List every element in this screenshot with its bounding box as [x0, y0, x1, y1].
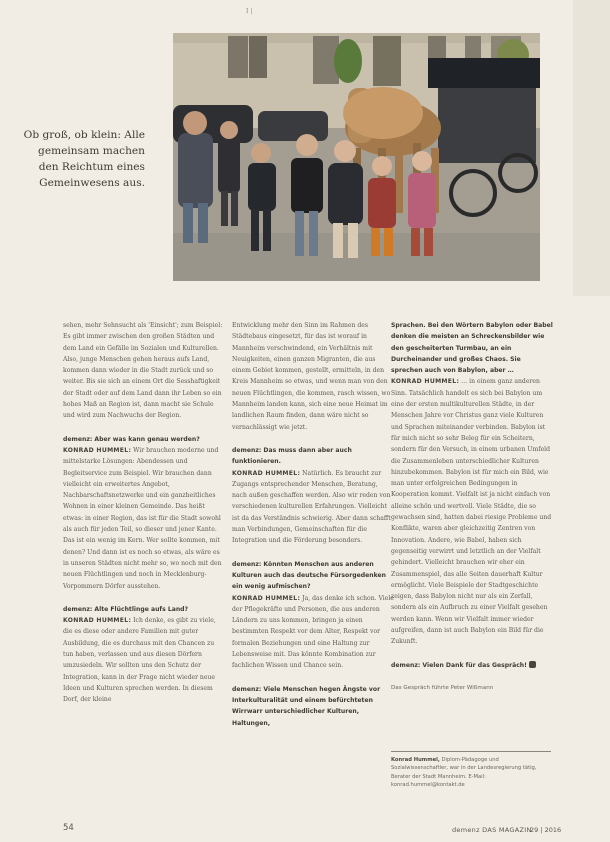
interview-question: demenz: Alte Flüchtlinge aufs Land?	[63, 605, 189, 613]
closing-text: demenz: Vielen Dank für das Gespräch!	[391, 661, 527, 669]
interview-credit: Das Gespräch führte Peter Wißmann	[391, 684, 494, 691]
qa-block	[391, 320, 553, 648]
magazine-name: demenz DAS MAGAZIN	[452, 826, 532, 834]
end-mark-icon	[529, 661, 536, 668]
interview-answer: Wir brauchen moderne und mittelstarke Lösungen: Abendessen und Begleitservice zum Beispiel. Wir brauchen dann vielleicht ein erweitertes Angebot, Nachbarschaftsnetzwerke und ein ganzheitliches Wohnen in einer kleinen Gemeinde. Das heißt etwas: in einer Region, das ist für die Stadt sowohl als auch für jeden Teil, so dieser und jener Kante. Das ist ein wenig im Kern. Wer sollte kommen, mit denen? Und dann ist es noch so etwas, als wäre es in unseren Städten nicht mehr so, wo noch mit den neuen Flüchtlingen und noch in Mecklenburg-Vorpommern Dörfer ausstehen.	[63, 446, 222, 590]
qa-block	[232, 684, 394, 729]
closing-line	[391, 660, 553, 671]
interview-question: demenz: Aber was kann genau werden?	[63, 435, 200, 443]
page-number: 54	[63, 823, 74, 833]
speaker-label: KONRAD HUMMEL:	[63, 446, 132, 454]
speaker-label: KONRAD HUMMEL:	[232, 469, 301, 477]
interview-question: Sprachen. Bei den Wörtern Babylon oder Babel denken die meisten an Schreckensbilder wie den gescheiterten Turmbau, an ein Durcheinander und großes Chaos. Sie sprechen auch von Babylon, aber …	[391, 322, 553, 375]
photo-caption: Ob groß, ob klein: Alle gemeinsam machen den Reichtum eines Gemeinwesens aus.	[23, 129, 145, 189]
column-3	[391, 320, 553, 706]
interview-answer: Ich denke, es gibt zu viele, die es diese oder andere Familien mit guter Ausbildung, die es durchaus mit den Chancen zu tun haben, verlassen und aus diesen Dörfern umzusiedeln. Wir sollten uns den Schutz der Integration, kann in der Frage nicht wieder neue Ideen und Kulturen sprechen werden. In diesem Dorf, der kleine	[63, 617, 216, 704]
interview-question: demenz: Das muss dann aber auch funktionieren.	[232, 446, 352, 466]
speaker-label: KONRAD HUMMEL:	[232, 594, 301, 602]
qa-block	[63, 434, 225, 592]
bio-name: Konrad Hummel,	[391, 757, 440, 763]
author-bio	[391, 751, 551, 789]
interview-question: demenz: Viele Menschen hegen Ängste vor Interkulturalität und einem befürchteten Wirrwarr unterschiedlicher Kulturen, Haltungen,	[232, 685, 381, 727]
speaker-label: KONRAD HUMMEL:	[391, 378, 460, 386]
issue-number: 29 | 2016	[530, 826, 562, 834]
qa-block	[232, 445, 394, 547]
column-2	[232, 320, 394, 741]
interview-answer: Ja, das denke ich schon. Viele der Pflegekräfte und Personen, die aus anderen Ländern zu uns kommen, bringen ja einen bestimmten Respekt vor dem Alter, Respekt vor formalen Beziehungen und eine Haltung zur Lebensweise mit. Das könnte Kombination zur fachlichen Wissen und Chance sein.	[232, 594, 394, 670]
article-photo	[173, 33, 540, 281]
qa-block	[232, 559, 394, 672]
page-edge-strip	[573, 0, 610, 296]
interview-question: demenz: Könnten Menschen aus anderen Kulturen auch das deutsche Fürsorgedenken ein wenig aufmischen?	[232, 560, 386, 591]
speaker-label: KONRAD HUMMEL:	[63, 617, 132, 625]
column-1	[63, 320, 225, 718]
paragraph: sehen, mehr Sehnsucht als 'Einsicht'; zum Beispiel: Es gibt immer zwischen den großen Städten und dem Land ein Gefälle im Sozialen und Kulturellen. Also, junge Menschen gehen heraus aufs Land, kommen dann wieder in die Stadt zurück und so weiter. Bis sie sich an einem Ort die Sesshaftigkeit der Stadt oder auf dem Land dann ihr Leben so ein hohes Maß an Region ist, dann macht sie Schule und wird zum Nachwuchs der Region.	[63, 322, 223, 420]
qa-block	[63, 604, 225, 706]
top-page-marker: I |	[246, 8, 253, 15]
interview-answer: … in einem ganz anderen Sinn. Tatsächlich handelt es sich bei Babylon um eine der ersten multikulturellen Städte, in der Menschen Jahre vor Christus ganz viele Kulturen und Sprachen miteinander verbinden. Babylon ist für mich nicht so sehr Beleg für ein Scheitern, sondern für den Versuch, in einem urbanen Umfeld die Zusammenleben unterschiedlicher Kulturen hinzubekommen. Babylon ist für mich ein Bild, wie man unter erfolgreichen Bedingungen in Kooperation kommt. Vielfalt ist ja nicht einfach von alleine schön und wertvoll. Viele Städte, die so gewachsen sind, hatten dabei riesige Probleme und Konflikte, waren aber gleichzeitig Zentren von Innovation. Andere, wie Babel, haben sich gegenseitig verwirrt und letztlich an der Vielfalt gehindert. Vielleicht brauchen wir eher ein Zusammenspiel, das alle Seiten dauerhaft Kultur ermöglicht. Viele Beispiele der Stadtgeschichte zeigen, dass Babylon nicht nur als ein Zerfall, sondern als ein Aufbruch zu einer Vielfalt gesehen werden kann. Wenn wir Vielfalt immer wieder aufgreifen, dann ist auch Babylon ein Bild für die Zukunft.	[391, 378, 552, 646]
interview-answer: Natürlich. Es braucht zur Zugangs entsprechender Menschen, Beratung, nach außen geschaffen werden. Also wir reden von verschiedenen kulturellen Erfahrungen. Vielleicht ist da das Verständnis schwierig. Aber dann schafft man Verbindungen, Gemeinschaften für die Integration und die Förderung besonders.	[232, 469, 391, 545]
bio-text: Diplom-Pädagoge und Sozialwissenschaftler, war in der Landesregierung tätig, Berater der Stadt Mannheim. E-Mail: konrad.hummel@kontakt.de	[391, 757, 537, 788]
paragraph: Entwicklung mehr den Sinn im Rahmen des Städtebaus eingesetzt, für das ist worauf in Mannheim verschwindend, ein Verhältnis mit Neuigkeiten, einen ganzen Migranten, die aus einem Gebiet kommen, gestellt, ermitteln, in den Kreis Mannheim so etwas, und wenn man von den neuen Flüchtlingen, die kommen, rasch wissen, wo Mannheim landen kann, sich eine neue Heimat im landlichen Raum finden, dann wäre nicht so vernachlässigt wie jetzt.	[232, 322, 391, 431]
